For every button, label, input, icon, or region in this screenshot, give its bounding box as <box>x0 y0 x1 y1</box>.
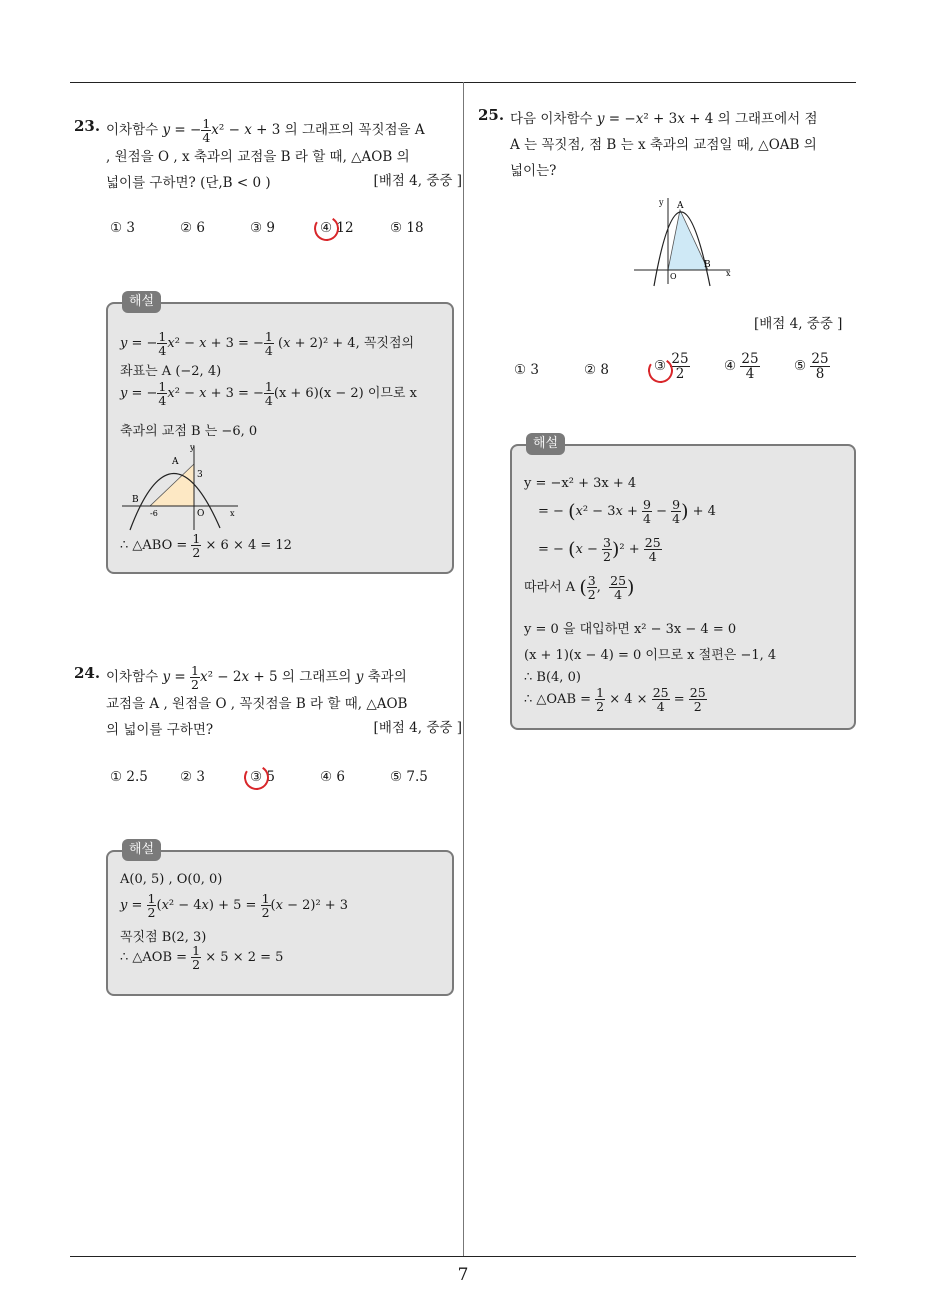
solution-line: ∴ △OAB = $\frac{1}{2}$ × 4 × $\frac{25}{4}$ = $\frac{25}{2}$ <box>524 685 706 715</box>
solution-text: × 5 × 2 = 5 <box>205 950 284 966</box>
solution-text: 따라서 A <box>524 580 576 596</box>
question-text <box>510 106 860 184</box>
question-line: 다음 이차함수 y = −x² + 3x + 4 의 그래프에서 점 <box>510 111 818 127</box>
solution-line: = − (x² − 3x + $\frac{9}{4}$ − $\frac{9}{4}$ ) + 4 <box>538 497 716 527</box>
origin-label: O <box>197 509 205 519</box>
solution-line: y = − $\frac{1}{4}$ x² − x + 3 = − $\frac{1}{4}$ (x + 2)² + 4, 꼭짓점의 <box>120 329 415 359</box>
question-line: 의 넓이를 구하면? <box>106 722 214 739</box>
solution-label: 해설 <box>526 433 565 455</box>
solution-line: 좌표는 A (−2, 4) <box>120 364 222 379</box>
solution-line: 꼭짓점 B(2, 3) <box>120 930 207 945</box>
choice-1[interactable]: ① 2.5 <box>110 769 148 785</box>
solution-line: 따라서 A ( $\frac{3}{2}$ , $\frac{25}{4}$ ) <box>524 573 635 603</box>
choice-3[interactable]: ③ 5 <box>250 769 275 785</box>
solution-line: y = − $\frac{1}{4}$ x² − x + 3 = − $\frac{1}{4}$ (x + 6)(x − 2) 이므로 x <box>120 379 417 409</box>
x-axis-label: x <box>726 269 731 278</box>
question-line: 넓이를 구하면? (단,B < 0 ) <box>106 175 271 192</box>
question-number: 23. <box>74 117 101 135</box>
shaded-triangle <box>668 210 708 270</box>
solution-label: 해설 <box>122 291 161 313</box>
choice-1[interactable]: ① 3 <box>110 220 135 236</box>
solution-line: ∴ B(4, 0) <box>524 670 581 685</box>
choice-5[interactable]: ⑤ 18 <box>390 220 424 236</box>
solution-line: y = $\frac{1}{2}$ (x² − 4x) + 5 = $\frac{1}{2}$ (x − 2)² + 3 <box>120 891 349 921</box>
solution-label: 해설 <box>122 839 161 861</box>
solution-line: ∴ △ABO = $\frac{1}{2}$ × 6 × 4 = 12 <box>120 531 292 561</box>
choice-2[interactable]: ② 6 <box>180 220 205 236</box>
solution-text: + 4, 꼭짓점의 <box>332 336 415 352</box>
solution-line: 축과의 교점 B 는 −6, 0 <box>120 424 258 439</box>
answer-choices <box>514 352 854 392</box>
solution-text: ∴ △AOB = <box>120 950 188 966</box>
score-label: [배점 4, 중중 ] <box>373 173 462 189</box>
question-25-graph <box>632 196 736 288</box>
point-a-label: A <box>172 457 179 467</box>
page-number: 7 <box>457 1265 469 1285</box>
question-23 <box>74 116 462 197</box>
answer-choices <box>110 769 450 793</box>
question-24 <box>74 663 462 744</box>
choice-2[interactable]: ② 8 <box>584 362 609 378</box>
choice-5[interactable]: ⑤ 7.5 <box>390 769 428 785</box>
question-line: 교점을 A , 원점을 O , 꼭짓점을 B 라 할 때, △AOB <box>106 696 408 713</box>
column-divider <box>463 82 464 1257</box>
solution-box <box>106 842 454 996</box>
solution-line: ∴ △AOB = $\frac{1}{2}$ × 5 × 2 = 5 <box>120 943 284 973</box>
solution-box <box>510 436 856 730</box>
score-label: [배점 4, 중중 ] <box>754 316 843 332</box>
choice-5[interactable]: ⑤ $\frac{25}{8}$ <box>794 351 829 383</box>
question-number: 25. <box>478 106 505 124</box>
origin-label: O <box>670 272 677 281</box>
question-line: A 는 꼭짓점, 점 B 는 x 축과의 교점일 때, △OAB 의 <box>510 137 817 153</box>
solution-line: A(0, 5) , O(0, 0) <box>120 872 223 887</box>
bottom-rule <box>70 1256 856 1257</box>
shaded-triangle <box>150 464 194 506</box>
solution-box <box>106 294 454 574</box>
choice-3[interactable]: ③ $\frac{25}{2}$ <box>654 351 689 383</box>
solution-line: y = −x² + 3x + 4 <box>524 476 637 491</box>
answer-choices <box>110 220 450 244</box>
choice-4[interactable]: ④ 6 <box>320 769 345 785</box>
solution-line: (x + 1)(x − 4) = 0 이므로 x 절편은 −1, 4 <box>524 648 777 663</box>
choice-3[interactable]: ③ 9 <box>250 220 275 236</box>
solution-line: = − (x − $\frac{3}{2}$ )² + $\frac{25}{4}$ <box>538 535 661 565</box>
point-b-label: B <box>704 260 711 270</box>
choice-4[interactable]: ④ $\frac{25}{4}$ <box>724 351 759 383</box>
question-line: , 원점을 O , x 축과의 교점을 B 라 할 때, △AOB 의 <box>106 149 410 166</box>
question-25 <box>478 106 858 186</box>
choice-2[interactable]: ② 3 <box>180 769 205 785</box>
y-axis-label: y <box>659 198 664 207</box>
question-line: 이차함수 y = − $\frac{1}{4}$ x² − x + 3 의 그래프의 꼭짓점을 A <box>106 116 425 146</box>
point-b-label: B <box>132 495 139 505</box>
solution-line: y = 0 을 대입하면 x² − 3x − 4 = 0 <box>524 622 737 637</box>
x-axis-label: x <box>230 509 235 518</box>
solution-text: (x + 6)(x − 2) 이므로 x <box>273 386 417 402</box>
solution-text: ∴ △ABO = <box>120 538 188 554</box>
solution-text: ∴ △OAB = <box>524 692 592 708</box>
choice-1[interactable]: ① 3 <box>514 362 539 378</box>
answer-check-mark <box>242 763 272 793</box>
question-number: 24. <box>74 664 101 682</box>
y-intercept-label: 3 <box>197 470 203 480</box>
answer-check-mark <box>312 214 342 244</box>
x-intercept-label: -6 <box>150 509 158 518</box>
parabola-graph <box>120 442 240 532</box>
point-a-label: A <box>677 201 684 211</box>
solution-text: × 6 × 4 = 12 <box>205 538 292 554</box>
question-line: 넓이는? <box>510 163 557 179</box>
score-label: [배점 4, 중중 ] <box>373 720 462 736</box>
y-axis-label: y <box>190 443 195 452</box>
choice-4[interactable]: ④ 12 <box>320 220 354 236</box>
question-line: 이차함수 y = $\frac{1}{2}$ x² − 2x + 5 의 그래프의 y 축과의 <box>106 663 407 693</box>
